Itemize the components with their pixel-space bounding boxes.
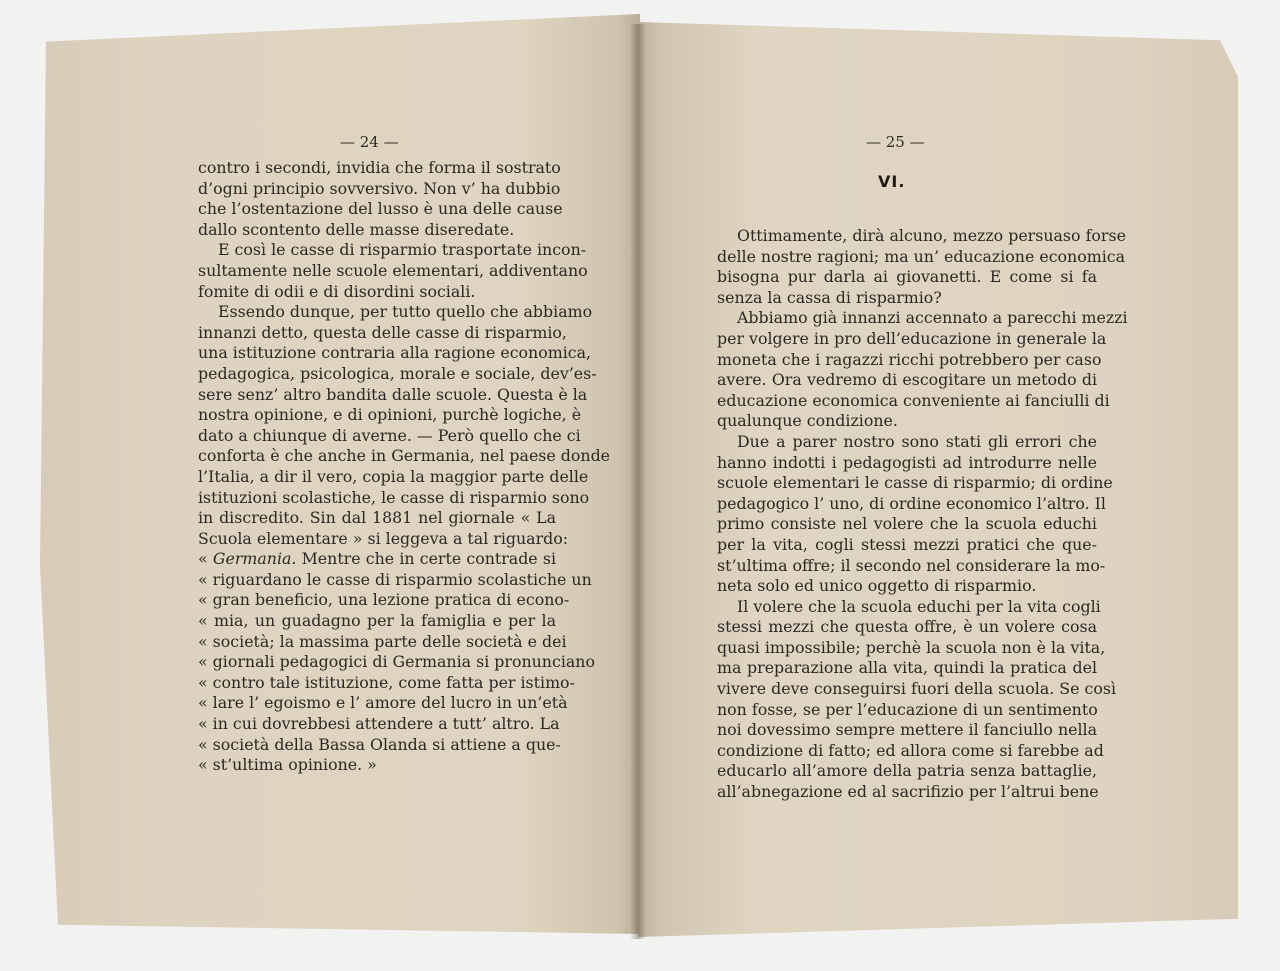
left-text-line: « giornali pedagogici di Germania si pronunciano — [198, 652, 595, 672]
left-text-line: in discredito. Sin dal 1881 nel giornale « La — [198, 508, 556, 528]
left-text-line: « in cui dovrebbesi attendere a tutt’ altro. La — [198, 714, 560, 734]
left-text-line: l’Italia, a dir il vero, copia la maggior parte delle — [198, 466, 589, 486]
right-text-line: Abbiamo già innanzi accennato a parecchi mezzi — [737, 308, 1128, 328]
left-text-line: d’ogni principio sovversivo. Non v’ ha dubbio — [198, 178, 561, 198]
left-text-line: « società; la massima parte delle società e dei — [198, 631, 567, 651]
left-page-number: — 24 — — [340, 133, 399, 151]
left-text-line: conforta è che anche in Germania, nel paese donde — [198, 446, 611, 466]
left-text-line: che l’ostentazione del lusso è una delle cause — [198, 199, 563, 219]
right-text-line: stessi mezzi che questa offre, è un volere cosa — [717, 617, 1097, 637]
left-text-line: innanzi detto, questa delle casse di risparmio, — [198, 322, 567, 342]
left-text-line: sultamente nelle scuole elementari, addiventano — [198, 260, 588, 280]
right-text-line: noi dovessimo sempre mettere il fanciullo nella — [717, 720, 1097, 740]
left-text-line: « riguardano le casse di risparmio scolastiche un — [198, 569, 592, 589]
right-text-line: all’abnegazione ed al sacrifizio per l’altrui bene — [717, 782, 1099, 802]
right-text-line: delle nostre ragioni; ma un’ educazione economica — [717, 246, 1126, 266]
left-text-line: dallo scontento delle masse diseredate. — [198, 219, 515, 239]
book-gutter — [630, 24, 646, 939]
right-text-line: Il volere che la scuola educhi per la vita cogli — [737, 596, 1101, 616]
left-text-line: una istituzione contraria alla ragione economica, — [198, 343, 592, 363]
left-text-line: « lare l’ egoismo e l’ amore del lucro in un’età — [198, 693, 568, 713]
left-text-line: « st’ultima opinione. » — [198, 755, 377, 775]
left-text-line: istituzioni scolastiche, le casse di risparmio sono — [198, 487, 590, 507]
right-text-line: educazione economica conveniente ai fanciulli di — [717, 390, 1110, 410]
left-text-line: fomite di odii e di disordini sociali. — [198, 281, 476, 301]
right-text-line: st’ultima offre; il secondo nel considerare la mo- — [717, 555, 1106, 575]
right-text-line: pedagogico l’ uno, di ordine economico l’altro. Il — [717, 493, 1106, 513]
left-text-line: « mia, un guadagno per la famiglia e per la — [198, 611, 556, 631]
right-text-line: senza la cassa di risparmio? — [717, 287, 942, 307]
left-page-text — [198, 158, 611, 776]
right-text-line: per volgere in pro dell’educazione in generale la — [717, 328, 1107, 348]
right-page-number: — 25 — — [866, 133, 925, 151]
left-text-line: « contro tale istituzione, come fatta per istimo- — [198, 672, 575, 692]
chapter-heading: VI. — [878, 172, 906, 191]
right-text-line: per la vita, cogli stessi mezzi pratici che que- — [717, 534, 1097, 554]
left-text-line: Scuola elementare » si leggeva a tal riguardo: — [198, 528, 569, 548]
left-text-line: Essendo dunque, per tutto quello che abbiamo — [218, 302, 593, 322]
left-text-line: nostra opinione, e di opinioni, purchè logiche, è — [198, 405, 582, 425]
right-text-line: qualunque condizione. — [717, 411, 898, 431]
right-text-line: ma preparazione alla vita, quindi la pratica del — [717, 658, 1097, 678]
left-text-line: contro i secondi, invidia che forma il sostrato — [198, 158, 561, 177]
right-text-line: primo consiste nel volere che la scuola educhi — [717, 514, 1097, 534]
right-text-line: Ottimamente, dirà alcuno, mezzo persuaso forse — [737, 226, 1126, 245]
left-text-line: sere senz’ altro bandita dalle scuole. Questa è la — [198, 384, 588, 404]
left-text-line: E così le casse di risparmio trasportate incon- — [218, 240, 587, 260]
right-page-text — [717, 226, 1128, 803]
right-text-line: educarlo all’amore della patria senza battaglie, — [717, 761, 1097, 781]
right-text-line: non fosse, se per l’educazione di un sentimento — [717, 699, 1098, 719]
right-text-line: moneta che i ragazzi ricchi potrebbero per caso — [717, 349, 1102, 369]
right-text-line: avere. Ora vedremo di escogitare un metodo di — [717, 370, 1097, 390]
left-text-line: « Germania. Mentre che in certe contrade si — [198, 549, 556, 569]
right-text-line: scuole elementari le casse di risparmio; di ordine — [717, 473, 1113, 493]
left-text-line: pedagogica, psicologica, morale e sociale, dev’es- — [198, 363, 597, 383]
right-text-line: quasi impossibile; perchè la scuola non è la vita, — [717, 637, 1106, 657]
right-text-line: bisogna pur darla ai giovanetti. E come si fa — [717, 267, 1097, 287]
right-text-line: neta solo ed unico oggetto di risparmio. — [717, 576, 1037, 596]
left-text-line: « gran beneficio, una lezione pratica di econo- — [198, 590, 570, 610]
right-text-line: condizione di fatto; ed allora come si farebbe ad — [717, 740, 1104, 760]
right-text-line: Due a parer nostro sono stati gli errori che — [737, 431, 1097, 451]
right-text-line: hanno indotti i pedagogisti ad introdurre nelle — [717, 452, 1097, 472]
left-text-line: dato a chiunque di averne. — Però quello che ci — [198, 425, 581, 445]
left-text-line: « società della Bassa Olanda si attiene a que- — [198, 734, 561, 754]
right-text-line: vivere deve conseguirsi fuori della scuola. Se così — [717, 679, 1117, 699]
